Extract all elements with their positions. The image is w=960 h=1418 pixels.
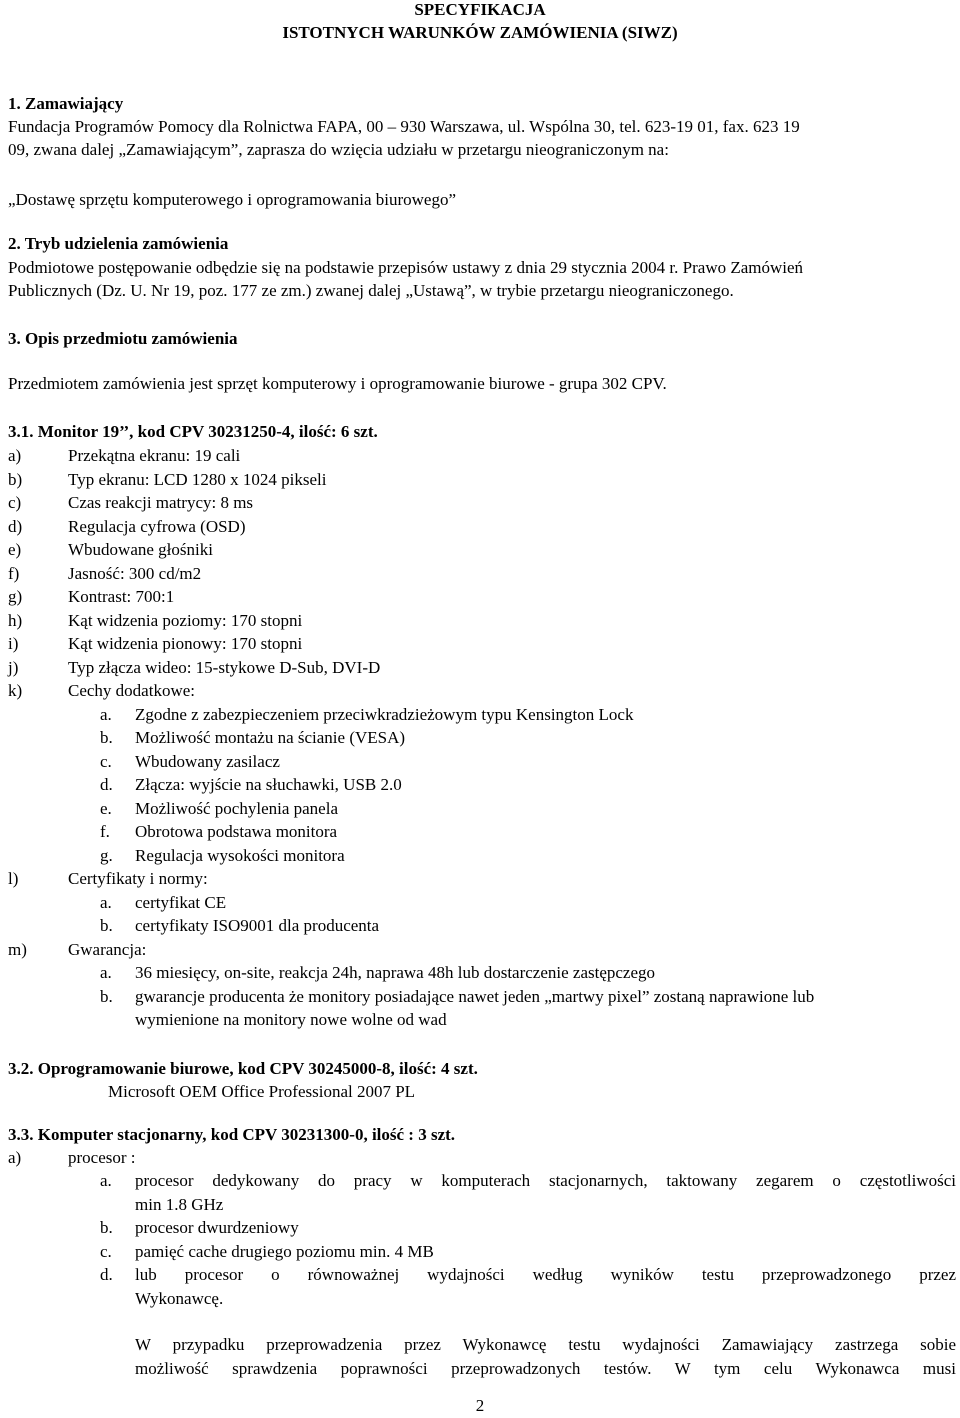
sub-list-item-text: certyfikaty ISO9001 dla producenta <box>135 916 380 935</box>
list-item-label: l) <box>8 869 19 888</box>
sub-list-item-text: certyfikat CE <box>135 893 227 912</box>
sub-list-item-text: Możliwość montażu na ścianie (VESA) <box>135 728 406 747</box>
sub-list-item-label: a. <box>100 1171 112 1190</box>
sub-list-item-text: 36 miesięcy, on-site, reakcja 24h, naprawa 48h lub dostarczenie zastępczego <box>135 963 656 982</box>
list-item-text: Cechy dodatkowe: <box>68 681 195 700</box>
sub-list-item-label: b. <box>100 1218 113 1237</box>
list-item-label: b) <box>8 470 23 489</box>
software-heading: 3.2. Oprogramowanie biurowe, kod CPV 30245000-8, ilość: 4 szt. <box>8 1059 478 1078</box>
sub-list-item-text: gwarancje producenta że monitory posiadające nawet jeden „martwy pixel” zostaną naprawione lub <box>135 987 815 1006</box>
list-item-text: Kąt widzenia pionowy: 170 stopni <box>68 634 303 653</box>
sub-list-item-label: a. <box>100 893 112 912</box>
sub-list-item-label: c. <box>100 752 112 771</box>
tender-subject: „Dostawę sprzętu komputerowego i oprogramowania biurowego” <box>8 190 457 209</box>
section-2-text-line-2: Publicznych (Dz. U. Nr 19, poz. 177 ze zm.) zwanej dalej „Ustawą”, w trybie przetargu nieograniczonego. <box>8 281 734 300</box>
sub-list-item-label: b. <box>100 728 113 747</box>
page-number: 2 <box>475 1396 485 1415</box>
section-2-heading: 2. Tryb udzielenia zamówienia <box>8 234 229 253</box>
section-3-intro: Przedmiotem zamówienia jest sprzęt komputerowy i oprogramowanie biurowe - grupa 302 CPV. <box>8 374 667 393</box>
sub-list-item-continuation: Wykonawcę. <box>135 1289 224 1308</box>
sub-list-item-label: a. <box>100 705 112 724</box>
document-title: SPECYFIKACJA <box>414 0 546 19</box>
sub-list-item-label: d. <box>100 1265 113 1284</box>
sub-list-item-continuation: min 1.8 GHz <box>135 1195 224 1214</box>
list-item-label: f) <box>8 564 20 583</box>
list-item-label: c) <box>8 493 22 512</box>
list-item-text: Gwarancja: <box>68 940 147 959</box>
sub-list-item-text: Obrotowa podstawa monitora <box>135 822 338 841</box>
list-item-label: d) <box>8 517 23 536</box>
list-item-text: Wbudowane głośniki <box>68 540 213 559</box>
list-item-label: a) <box>8 446 22 465</box>
list-item-text: Czas reakcji matrycy: 8 ms <box>68 493 254 512</box>
list-item-label: e) <box>8 540 22 559</box>
list-item-label: k) <box>8 681 23 700</box>
list-item-label: a) <box>8 1148 22 1167</box>
list-item-text: procesor : <box>68 1148 136 1167</box>
sub-list-item-text: lub procesor o równoważnej wydajności według wyników testu przeprowadzonego przez <box>135 1265 956 1284</box>
sub-list-item-label: c. <box>100 1242 112 1261</box>
sub-list-item-text: procesor dwurdzeniowy <box>135 1218 299 1237</box>
sub-list-item-text: Złącza: wyjście na słuchawki, USB 2.0 <box>135 775 402 794</box>
sub-list-item-label: f. <box>100 822 110 841</box>
note-line-1: W przypadku przeprowadzenia przez Wykonawcę testu wydajności Zamawiający zastrzega sobie <box>135 1335 956 1354</box>
list-item-label: h) <box>8 611 23 630</box>
sub-list-item-text: procesor dedykowany do pracy w komputerach stacjonarnych, taktowany zegarem o częstotliwości <box>135 1171 956 1190</box>
sub-list-item-continuation: wymienione na monitory nowe wolne od wad <box>135 1010 447 1029</box>
section-1-heading: 1. Zamawiający <box>8 94 124 113</box>
sub-list-item-label: e. <box>100 799 112 818</box>
sub-list-item-text: Wbudowany zasilacz <box>135 752 280 771</box>
list-item-text: Certyfikaty i normy: <box>68 869 208 888</box>
monitor-heading: 3.1. Monitor 19’’, kod CPV 30231250-4, ilość: 6 szt. <box>8 422 378 441</box>
section-2-text-line-1: Podmiotowe postępowanie odbędzie się na podstawie przepisów ustawy z dnia 29 stycznia 2004 r. Prawo Zamówień <box>8 258 804 277</box>
list-item-text: Typ ekranu: LCD 1280 x 1024 pikseli <box>68 470 327 489</box>
list-item-label: j) <box>8 658 19 677</box>
section-3-heading: 3. Opis przedmiotu zamówienia <box>8 329 238 348</box>
section-1-text-line-1: Fundacja Programów Pomocy dla Rolnictwa FAPA, 00 – 930 Warszawa, ul. Wspólna 30, tel. 623-19 01, fax. 623 19 <box>8 117 800 136</box>
sub-list-item-label: a. <box>100 963 112 982</box>
list-item-label: m) <box>8 940 27 959</box>
sub-list-item-label: d. <box>100 775 113 794</box>
software-product: Microsoft OEM Office Professional 2007 PL <box>108 1082 416 1101</box>
sub-list-item-label: b. <box>100 987 113 1006</box>
sub-list-item-label: b. <box>100 916 113 935</box>
sub-list-item-text: Regulacja wysokości monitora <box>135 846 345 865</box>
list-item-label: i) <box>8 634 19 653</box>
section-1-text-line-2: 09, zwana dalej „Zamawiającym”, zaprasza do wzięcia udziału w przetargu nieograniczonym na: <box>8 140 669 159</box>
sub-list-item-text: pamięć cache drugiego poziomu min. 4 MB <box>135 1242 434 1261</box>
list-item-text: Regulacja cyfrowa (OSD) <box>68 517 246 536</box>
list-item-text: Typ złącza wideo: 15-stykowe D-Sub, DVI-D <box>68 658 381 677</box>
list-item-text: Jasność: 300 cd/m2 <box>68 564 202 583</box>
document-subtitle: ISTOTNYCH WARUNKÓW ZAMÓWIENIA (SIWZ) <box>282 23 678 42</box>
list-item-label: g) <box>8 587 23 606</box>
list-item-text: Kąt widzenia poziomy: 170 stopni <box>68 611 303 630</box>
list-item-text: Przekątna ekranu: 19 cali <box>68 446 241 465</box>
sub-list-item-label: g. <box>100 846 113 865</box>
list-item-text: Kontrast: 700:1 <box>68 587 175 606</box>
sub-list-item-text: Możliwość pochylenia panela <box>135 799 338 818</box>
computer-heading: 3.3. Komputer stacjonarny, kod CPV 30231300-0, ilość : 3 szt. <box>8 1125 456 1144</box>
sub-list-item-text: Zgodne z zabezpieczeniem przeciwkradzieżowym typu Kensington Lock <box>135 705 634 724</box>
note-line-2: możliwość sprawdzenia poprawności przeprowadzonych testów. W tym celu Wykonawca musi <box>135 1359 956 1378</box>
